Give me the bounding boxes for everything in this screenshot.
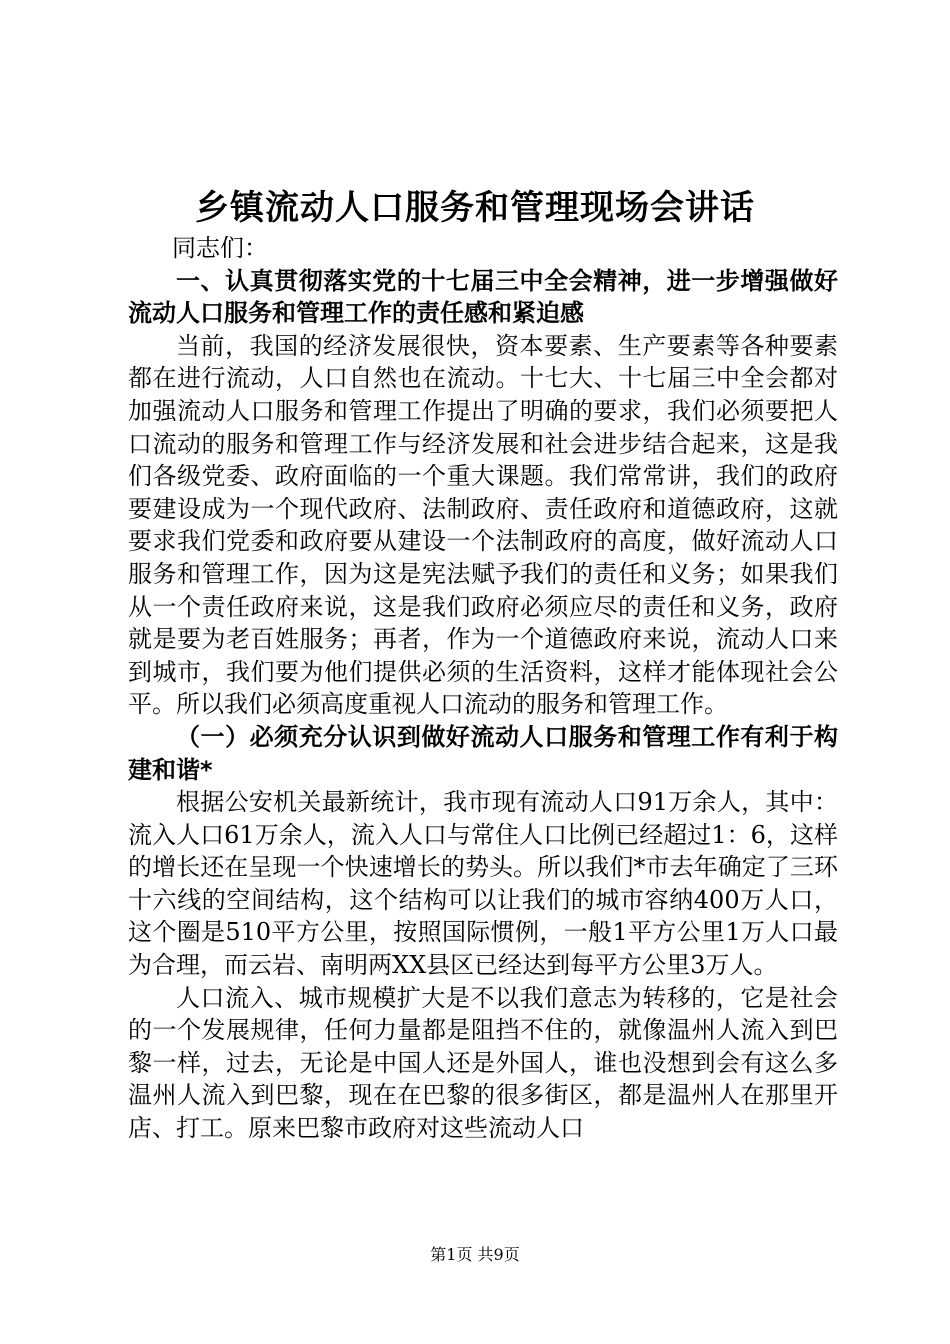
document-body [128, 232, 838, 1145]
paragraph-1: 当前，我国的经济发展很快，资本要素、生产要素等各种要素都在进行流动，人口自然也在流动。十七大、十七届三中全会都对加强流动人口服务和管理工作提出了明确的要求，我们必须要把人口流动的服务和管理工作与经济发展和社会进步结合起来，这是我们各级党委、政府面临的一个重大课题。我们常常讲，我们的政府要建设成为一个现代政府、法制政府、责任政府和道德政府，这就要求我们党委和政府要从建设一个法制政府的高度，做好流动人口服务和管理工作，因为这是宪法赋予我们的责任和义务；如果我们从一个责任政府来说，这是我们政府必须应尽的责任和义务，政府就是要为老百姓服务；再者，作为一个道德政府来说，流动人口来到城市，我们要为他们提供必须的生活资料，这样才能体现社会公平。所以我们必须高度重视人口流动的服务和管理工作。 [128, 331, 838, 719]
subsection-heading: （一）必须充分认识到做好流动人口服务和管理工作有利于构建和谐* [128, 722, 838, 784]
paragraph-3: 人口流入、城市规模扩大是不以我们意志为转移的，它是社会的一个发展规律，任何力量都是阻挡不住的，就像温州人流入到巴黎一样，过去，无论是中国人还是外国人，谁也没想到会有这么多温州人流入到巴黎，现在在巴黎的很多街区，都是温州人在那里开店、打工。原来巴黎市政府对这些流动人口 [128, 983, 838, 1143]
document-title: 乡镇流动人口服务和管理现场会讲话 [195, 188, 755, 228]
greeting: 同志们： [172, 234, 268, 262]
paragraph-2: 根据公安机关最新统计，我市现有流动人口91万余人，其中：流入人口61万余人，流入人口与常住人口比例已经超过1：6，这样的增长还在呈现一个快速增长的势头。所以我们*市去年确定了三环十六线的空间结构，这个结构可以让我们的城市容纳400万人口，这个圈是510平方公里，按照国际惯例，一般1平方公里1万人口最为合理，而云岩、南明两XX县区已经达到每平方公里3万人。 [128, 788, 838, 980]
page-footer: 第1页 共9页 [430, 1245, 520, 1264]
section-heading: 一、认真贯彻落实党的十七届三中全会精神，进一步增强做好流动人口服务和管理工作的责任感和紧迫感 [128, 266, 838, 328]
